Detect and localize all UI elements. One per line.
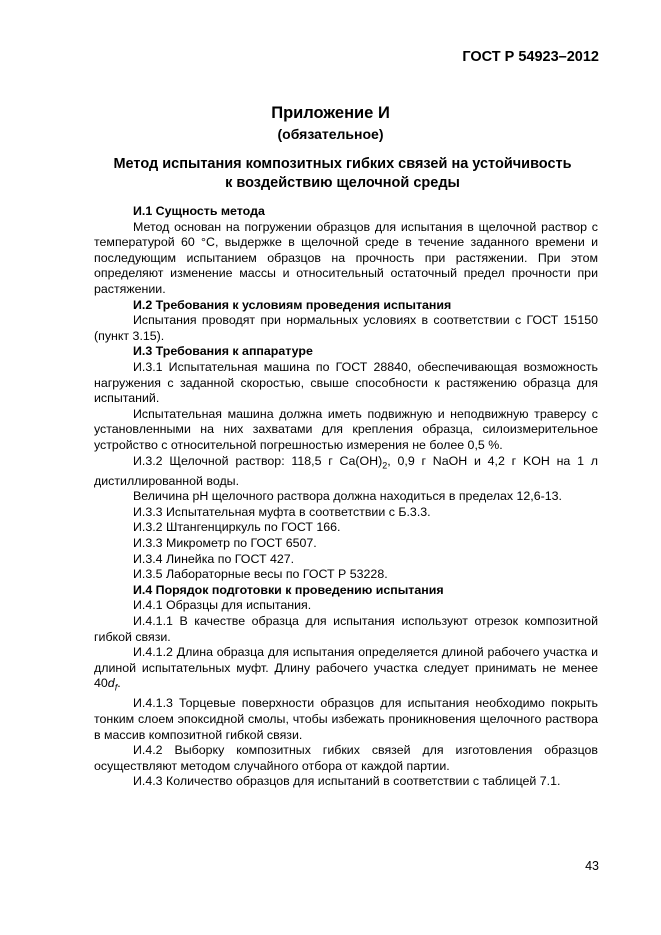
section-3-2-caliper-text: И.3.2 Штангенциркуль по ГОСТ 166. bbox=[133, 520, 341, 535]
method-title bbox=[90, 155, 595, 193]
section-3-1-machine-text: Испытательная машина должна иметь подвижную и неподвижную траверсу с установленными на них захватами для крепления образца, силоизмерительное устройство с относительной погрешностью измерения не более 0,5 %. bbox=[94, 406, 598, 452]
appendix-subtitle: (обязательное) bbox=[277, 126, 384, 142]
section-3-4-ruler-text: И.3.4 Линейка по ГОСТ 427. bbox=[133, 551, 295, 566]
method-title-line-2: к воздействию щелочной среды bbox=[225, 175, 460, 191]
solution-text-start: И.3.2 Щелочной раствор: 118,5 г Ca(OH) bbox=[133, 453, 383, 468]
subscript-f: f bbox=[114, 682, 118, 693]
solution-text-end: , 0,9 г NaOH и 4,2 г KOH на 1 л дистиллированной воды. bbox=[94, 453, 598, 488]
section-3-heading: И.3 Требования к аппаратуре bbox=[133, 344, 313, 359]
section-3-2-ph-text: Величина pH щелочного раствора должна находиться в пределах 12,6-13. bbox=[133, 489, 562, 504]
section-3-2-solution-text bbox=[94, 454, 598, 490]
section-1-text: Метод основан на погружении образцов для испытания в щелочной раствор с температурой 60 °С, выдержке в щелочной среде в течение заданного времени и последующим испытанием образцов на прочность при растяжении. При этом определяют изменение массы и относительный остаточный предел прочности при растяжении. bbox=[94, 219, 598, 296]
section-3-3-micrometer-text: И.3.3 Микрометр по ГОСТ 6507. bbox=[133, 535, 317, 550]
section-4-1-2-text bbox=[94, 645, 598, 696]
section-4-1-3-text: И.4.1.3 Торцевые поверхности образцов для испытания необходимо покрыть тонким слоем эпоксидной смолы, чтобы избежать проникновения щелочного раствора в массив композитной гибкой связи. bbox=[94, 696, 598, 742]
subscript-2: 2 bbox=[382, 459, 388, 470]
section-4-1-1-text: И.4.1.1 В качестве образца для испытания используют отрезок композитной гибкой связи. bbox=[94, 613, 598, 644]
document-body bbox=[94, 204, 598, 790]
section-4-1-text: И.4.1 Образцы для испытания. bbox=[133, 598, 312, 613]
section-1-heading: И.1 Сущность метода bbox=[133, 204, 265, 218]
section-4-heading: И.4 Порядок подготовки к проведению испытания bbox=[133, 582, 444, 597]
appendix-title: Приложение И bbox=[271, 104, 390, 122]
section-3-3-coupling-text: И.3.3 Испытательная муфта в соответствии с Б.3.3. bbox=[133, 504, 431, 519]
section-2-heading: И.2 Требования к условиям проведения испытания bbox=[133, 297, 452, 312]
length-text-start: И.4.1.2 Длина образца для испытания определяется длиной рабочего участка и длиной испытательных муфт. Длину рабочего участка следует принимать не менее 40 bbox=[94, 645, 598, 691]
method-title-line-1: Метод испытания композитных гибких связей на устойчивость bbox=[113, 156, 572, 172]
page-number: 43 bbox=[585, 859, 599, 873]
section-3-1-text: И.3.1 Испытательная машина по ГОСТ 28840, обеспечивающая возможность нагружения с заданной скоростью, свыше способности к растяжению образца для испытаний. bbox=[94, 359, 598, 406]
variable-d: d bbox=[107, 676, 115, 691]
section-4-2-text: И.4.2 Выборку композитных гибких связей для изготовления образцов осуществляют методом случайного отбора от каждой партии. bbox=[94, 743, 598, 773]
section-2-text: Испытания проводят при нормальных условиях в соответствии с ГОСТ 15150 (пункт 3.15). bbox=[94, 313, 598, 343]
length-text-end: . bbox=[117, 676, 121, 691]
document-code: ГОСТ Р 54923–2012 bbox=[462, 49, 599, 65]
section-3-5-scales-text: И.3.5 Лабораторные весы по ГОСТ Р 53228. bbox=[133, 567, 388, 582]
section-4-3-text: И.4.3 Количество образцов для испытаний в соответствии с таблицей 7.1. bbox=[133, 774, 561, 789]
